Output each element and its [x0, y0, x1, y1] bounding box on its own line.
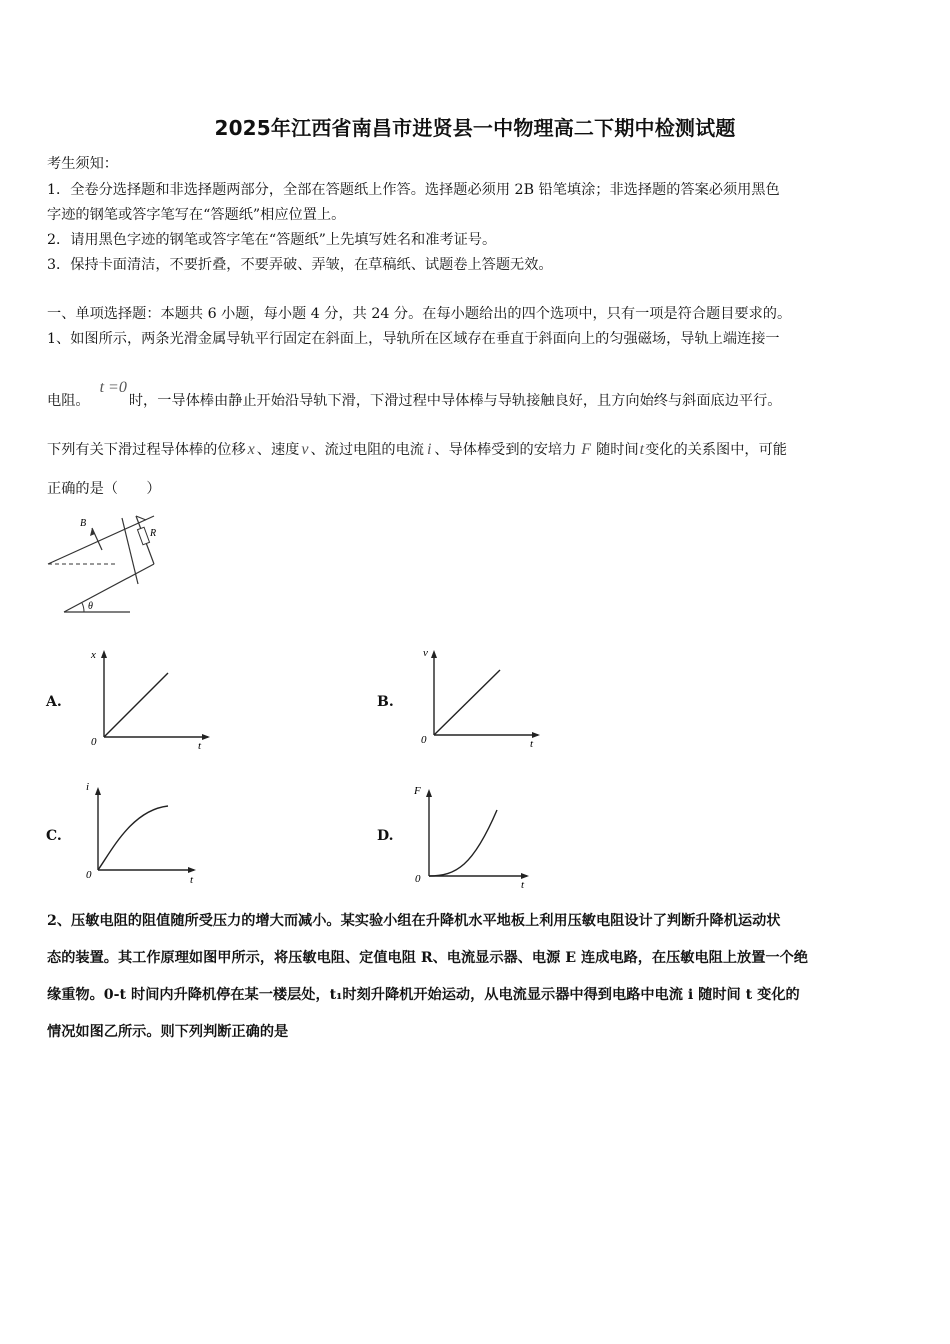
- option-d-origin: 0: [415, 873, 421, 885]
- symbol-v: v: [301, 441, 309, 458]
- option-c-label[interactable]: C.: [46, 828, 62, 844]
- notice-item-1a: 1．全卷分选择题和非选择题两部分，全部在答题纸上作答。选择题必须用 2B 铅笔填涂；非选择题的答案必须用黑色: [47, 182, 780, 198]
- q1-line-1: 1、如图所示，两条光滑金属导轨平行固定在斜面上，导轨所在区域存在垂直于斜面向上的匀强磁场，导轨上端连接一: [47, 331, 780, 347]
- q1-line-2a: 电阻。: [47, 393, 90, 409]
- notice-item-1b: 字迹的钢笔或答字笔写在“答题纸”相应位置上。: [47, 207, 346, 223]
- section-heading: 一、单项选择题：本题共 6 小题，每小题 4 分，共 24 分。在每小题给出的四个选项中，只有一项是符合题目要求的。: [47, 306, 792, 322]
- q2-line-3: 缘重物。0-t 时间内升降机停在某一楼层处，t₁时刻升降机开始运动，从电流显示器中得到电路中电流 i 随时间 t 变化的: [47, 987, 800, 1003]
- notice-item-3: 3．保持卡面清洁，不要折叠，不要弄破、弄皱，在草稿纸、试题卷上答题无效。: [47, 257, 553, 273]
- option-b-label[interactable]: B.: [377, 694, 394, 710]
- option-d-graph[interactable]: [411, 780, 541, 890]
- option-a-origin: 0: [91, 736, 97, 748]
- incline-rails-figure: [44, 510, 164, 618]
- option-d-label[interactable]: D.: [377, 828, 394, 844]
- option-b-graph[interactable]: [416, 645, 546, 753]
- q1-line-3: [47, 439, 787, 459]
- symbol-F: F: [581, 441, 592, 458]
- option-d-curve: [429, 810, 497, 876]
- option-a-curve: [104, 673, 168, 737]
- label-theta: θ: [88, 601, 93, 612]
- q1-line-2b: 时，一导体棒由静止开始沿导轨下滑，下滑过程中导体棒与导轨接触良好，且方向始终与斜面底边平行。: [128, 393, 782, 409]
- q2-line-2: 态的装置。其工作原理如图甲所示，将压敏电阻、定值电阻 R、电流显示器、电源 E 连成电路，在压敏电阻上放置一个绝: [47, 950, 808, 966]
- option-a-xlabel: t: [198, 740, 202, 752]
- option-c-curve: [98, 806, 168, 870]
- q1-line-2: [47, 379, 782, 410]
- math-t-equals-0: t =0: [99, 379, 127, 396]
- label-R: R: [150, 528, 157, 539]
- notice-heading: 考生须知：: [47, 156, 118, 172]
- label-B: B: [80, 518, 87, 529]
- symbol-x: x: [247, 441, 255, 458]
- option-d-xlabel: t: [521, 879, 525, 890]
- option-c-xlabel: t: [190, 874, 194, 886]
- option-b-curve: [434, 670, 500, 735]
- option-a-label[interactable]: A.: [46, 694, 62, 710]
- q1-line-3e: 随时间: [596, 442, 639, 458]
- q2-line-1: 2、压敏电阻的阻值随所受压力的增大而减小。某实验小组在升降机水平地板上利用压敏电阻设计了判断升降机运动状: [47, 913, 781, 929]
- option-b-xlabel: t: [530, 738, 534, 750]
- notice-item-2: 2．请用黑色字迹的钢笔或答字笔在“答题纸”上先填写姓名和准考证号。: [47, 232, 497, 248]
- q1-line-4: 正确的是（ ）: [47, 481, 161, 497]
- option-c-ylabel: i: [86, 781, 90, 793]
- option-b-ylabel: v: [423, 647, 428, 659]
- q1-line-3b: 、速度: [256, 442, 300, 458]
- option-d-ylabel: F: [414, 785, 421, 797]
- q1-line-3a: 下列有关下滑过程导体棒的位移: [47, 442, 246, 458]
- option-c-graph[interactable]: [82, 778, 212, 888]
- page-title: 2025年江西省南昌市进贤县一中物理高二下期中检测试题: [214, 116, 736, 140]
- q2-line-4: 情况如图乙所示。则下列判断正确的是: [47, 1024, 289, 1040]
- option-b-origin: 0: [421, 734, 427, 746]
- option-c-origin: 0: [86, 869, 92, 881]
- symbol-t: t: [639, 441, 645, 458]
- q1-line-3f: 变化的关系图中，可能: [645, 442, 787, 458]
- symbol-i: i: [426, 441, 432, 458]
- q1-line-3d: 、导体棒受到的安培力: [434, 442, 577, 458]
- option-a-graph[interactable]: [86, 645, 216, 753]
- option-a-ylabel: x: [91, 649, 96, 661]
- q1-line-3c: 、流过电阻的电流: [310, 442, 424, 458]
